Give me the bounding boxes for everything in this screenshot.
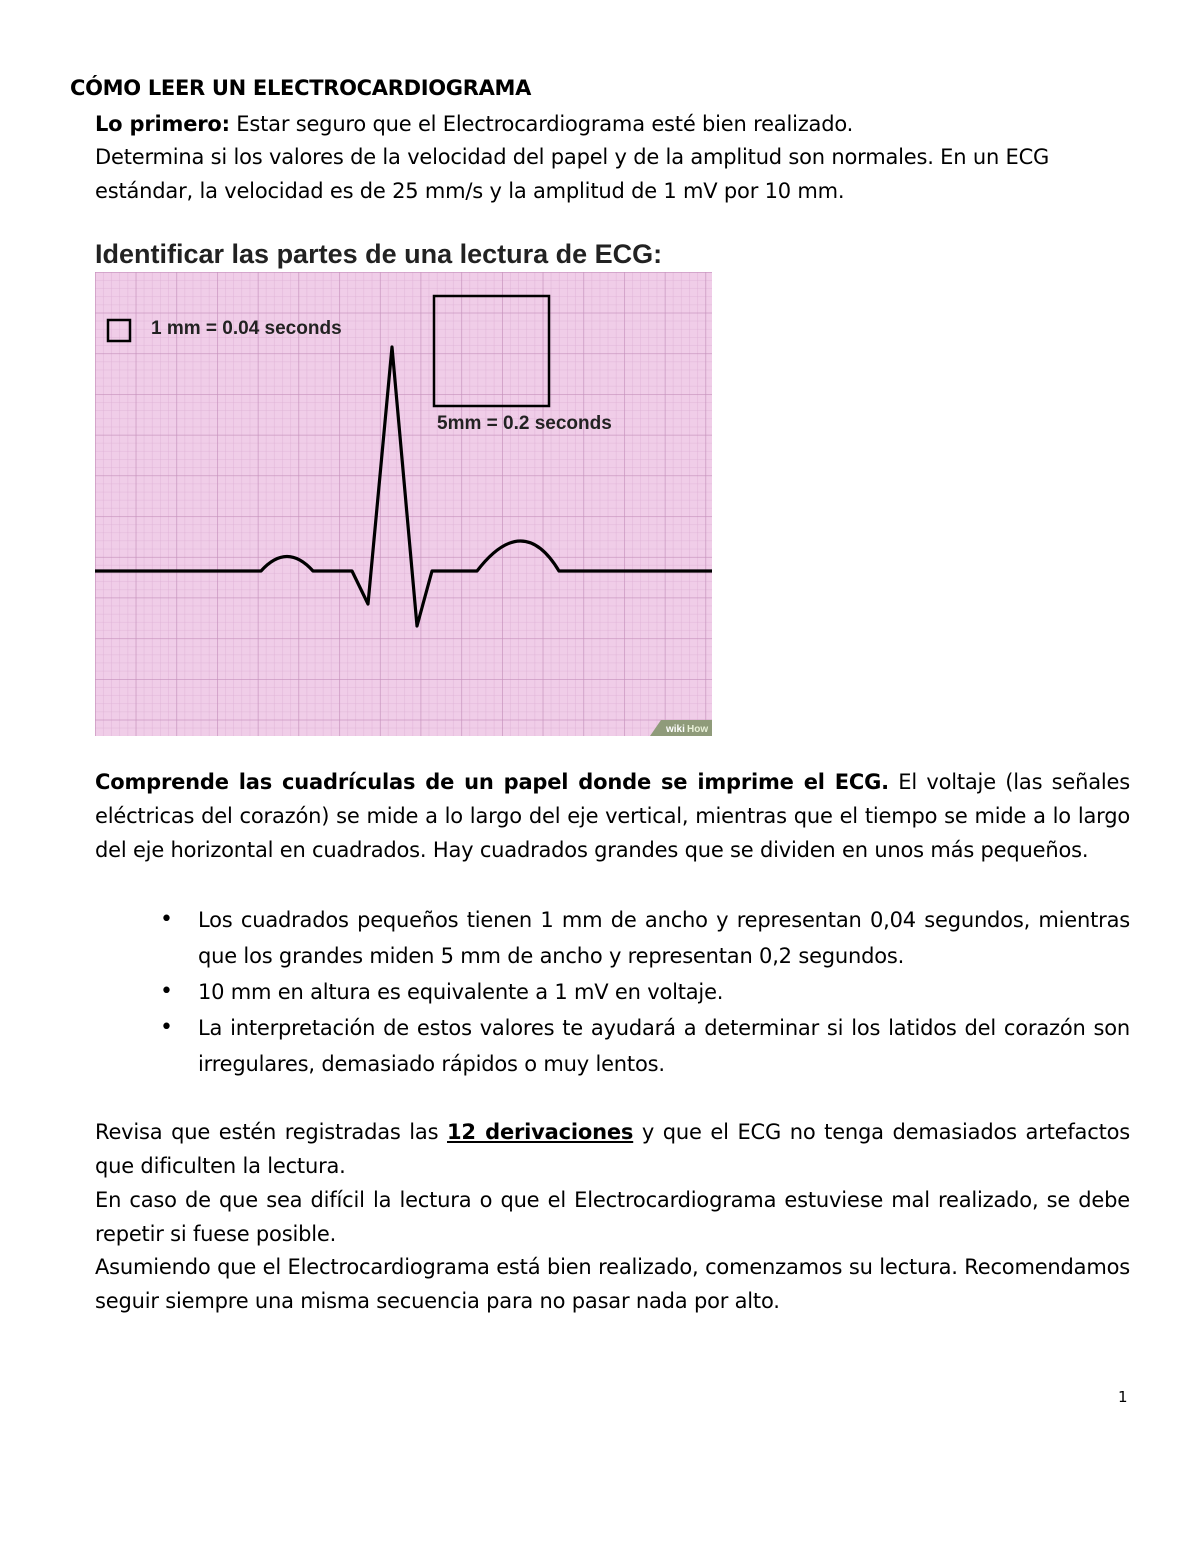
list-item: • La interpretación de estos valores te ayudará a determinar si los latidos del corazón son irregulares, demasiado rápidos o muy lentos. (160, 1010, 1130, 1082)
closing-paragraph-2: En caso de que sea difícil la lectura o que el Electrocardiograma estuviese mal realizado, se debe repetir si fuese posible. (95, 1188, 1130, 1246)
ecg-grid (95, 272, 712, 736)
large-square-label: 5mm = 0.2 seconds (437, 413, 612, 434)
closing-paragraph-3: Asumiendo que el Electrocardiograma está bien realizado, comenzamos su lectura. Recomendamos seguir siempre una misma secuencia para no pasar nada por alto. (95, 1255, 1130, 1313)
closing-text-b: y que el ECG no tenga demasiados artefactos que dificulten la lectura. (95, 1120, 1130, 1178)
list-item: • 10 mm en altura es equivalente a 1 mV en voltaje. (160, 974, 1130, 1010)
grid-section-heading: Comprende las cuadrículas de un papel donde se imprime el ECG. (95, 770, 889, 794)
watermark-how: How (687, 724, 709, 735)
figure-title: Identificar las partes de una lectura de ECG: (95, 236, 712, 272)
ecg-figure (95, 236, 712, 736)
derivaciones-link[interactable]: 12 derivaciones (447, 1120, 634, 1144)
watermark-wiki: wiki (666, 724, 685, 735)
page-title: CÓMO LEER UN ELECTROCARDIOGRAMA (70, 76, 532, 100)
list-item: • Los cuadrados pequeños tienen 1 mm de ancho y representan 0,04 segundos, mientras que los grandes miden 5 mm de ancho y representan 0,2 segundos. (160, 902, 1130, 974)
intro-lead-bold: Lo primero: (95, 112, 230, 136)
grid-bullet-list (160, 902, 1130, 1082)
closing-paragraph-1 (95, 1115, 1130, 1183)
small-square-label: 1 mm = 0.04 seconds (151, 318, 342, 339)
intro-lead (95, 107, 1130, 141)
page-number: 1 (1118, 1388, 1128, 1406)
ecg-paper (95, 272, 712, 736)
closing-text-a: Revisa que estén registradas las (95, 1120, 448, 1144)
intro-paragraph: Determina si los valores de la velocidad del papel y de la amplitud son normales. En un ECG estándar, la velocidad es de 25 mm/s y la amplitud de 1 mV por 10 mm. (95, 145, 1050, 203)
intro-lead-text: Estar seguro que el Electrocardiograma esté bien realizado. (229, 112, 854, 136)
grid-section-paragraph (95, 765, 1130, 867)
grid-section-text: El voltaje (las señales eléctricas del corazón) se mide a lo largo del eje vertical, mientras que el tiempo se mide a lo largo del eje horizontal en cuadrados. Hay cuadrados grandes que se dividen en unos más pequeños. (95, 770, 1131, 862)
